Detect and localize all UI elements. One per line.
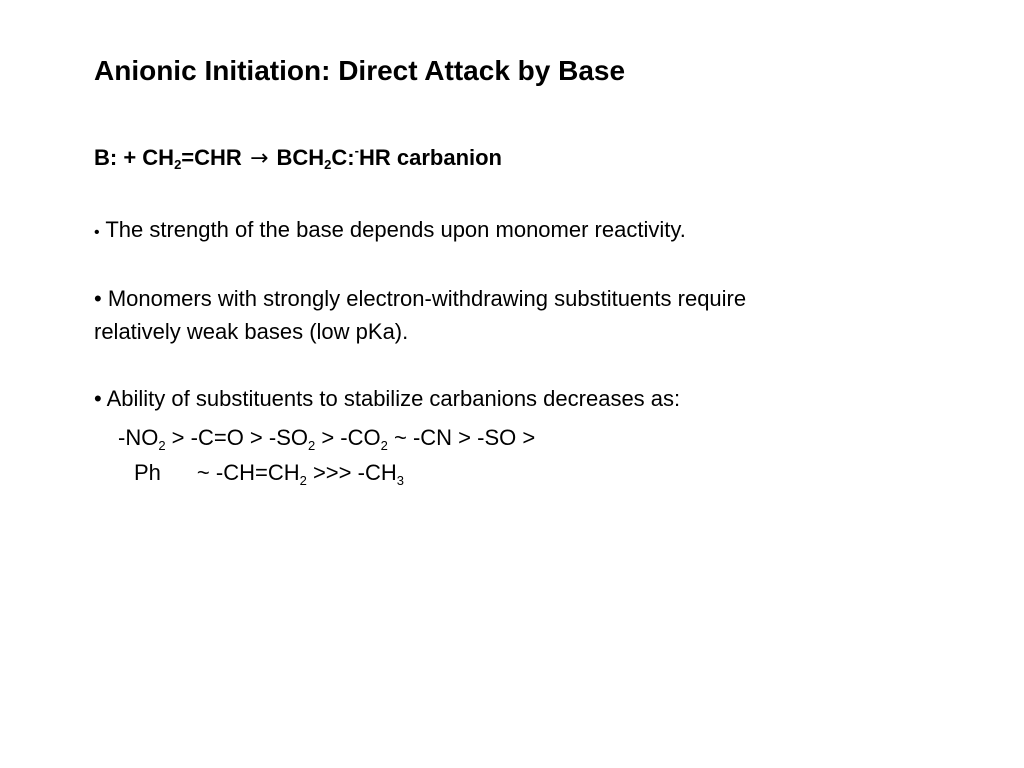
equation-subscript: 2 [324,157,332,172]
bullet-monomers-continued: relatively weak bases (low pKa). [94,319,409,344]
equation-subscript: 2 [174,157,182,172]
bullet-strength-of-base [94,214,686,249]
equation-part: C: [331,145,355,170]
bullet-marker: • [94,224,100,241]
series-text: > -CO [315,425,381,450]
series-text: > -C=O > -SO [165,425,308,450]
equation-part: =CHR [181,145,242,170]
bullet-substituent-ability [94,383,680,415]
slide-title: Anionic Initiation: Direct Attack by Base [94,55,626,86]
bullet-text: The strength of the base depends upon monomer reactivity. [105,217,686,242]
bullet-marker: • [94,386,102,411]
substituent-series-line-1 [118,422,535,462]
reaction-arrow: → [249,146,269,171]
bullet-monomers [94,283,746,315]
series-text: ~ -CN > -SO > [387,425,536,450]
equation-superscript: - [354,143,359,158]
substituent-series-line-2 [134,457,404,497]
series-subscript: 2 [380,438,388,453]
series-subscript: 3 [396,473,404,488]
series-subscript: 2 [299,473,307,488]
equation-part: BCH [276,145,325,170]
reaction-equation [94,143,502,172]
series-text: >>> -CH [306,460,397,485]
bullet-marker: • [94,286,102,311]
series-text: -NO [118,425,159,450]
bullet-text: Ability of substituents to stabilize carbanions decreases as: [106,386,681,411]
series-text: Ph [134,460,161,485]
equation-part: HR carbanion [358,145,502,170]
series-subscript: 2 [308,438,316,453]
equation-part: B: + CH [94,145,175,170]
bullet-text: Monomers with strongly electron-withdrawing substituents require [107,286,747,311]
series-subscript: 2 [158,438,166,453]
series-text: ~ -CH=CH [196,460,300,485]
